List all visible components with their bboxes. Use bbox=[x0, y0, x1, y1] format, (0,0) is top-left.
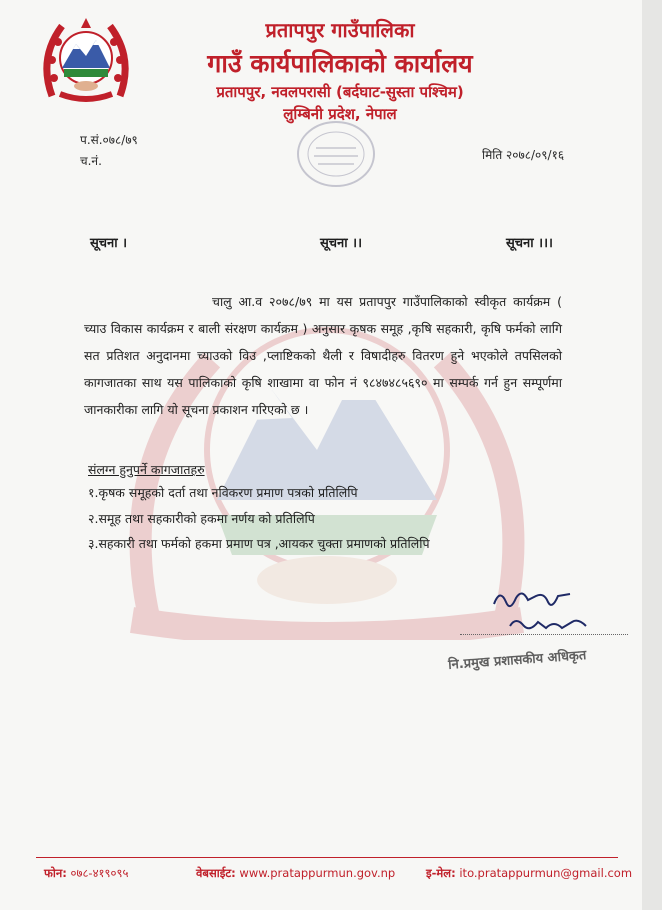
nepal-emblem-logo bbox=[40, 12, 132, 108]
office-title: गाउँ कार्यपालिकाको कार्यालय bbox=[207, 49, 473, 78]
office-address: प्रतापपुर, नवलपरासी (बर्दघाट-सुस्ता पश्चिम) bbox=[216, 83, 464, 101]
phone-number: ०७८-४१९०९५ bbox=[70, 866, 129, 880]
footer-divider bbox=[36, 857, 618, 858]
footer-phone bbox=[44, 866, 128, 881]
footer-website bbox=[196, 866, 395, 881]
attachment-item: २.समूह तथा सहकारीको हकमा नर्णय को प्रतिलिपि bbox=[88, 511, 315, 526]
reference-number: प.सं.०७८/७९ bbox=[80, 133, 138, 147]
email-label: इ-मेल: bbox=[426, 866, 456, 880]
attachments-heading: संलग्न हुनुपर्ने कागजातहरु bbox=[88, 462, 205, 477]
letter-date: मिति २०७८/०९/१६ bbox=[482, 148, 565, 162]
municipality-name: प्रतापपुर गाउँपालिका bbox=[265, 18, 415, 42]
dispatch-number: च.नं. bbox=[80, 154, 102, 168]
footer-email bbox=[426, 866, 632, 881]
website-url: www.pratappurmun.gov.np bbox=[239, 866, 396, 880]
website-label: वेबसाईट: bbox=[196, 866, 236, 880]
handwritten-signature bbox=[486, 584, 596, 640]
notice-heading-1: सूचना । bbox=[90, 236, 128, 251]
province-country: लुम्बिनी प्रदेश, नेपाल bbox=[283, 105, 397, 123]
email-address: ito.pratappurmun@gmail.com bbox=[459, 866, 633, 880]
phone-label: फोन: bbox=[44, 866, 67, 880]
notice-body: चालु आ.व २०७८/७९ मा यस प्रतापपुर गाउँपालिकाको स्वीकृत कार्यक्रम ( च्याउ विकास कार्यक्रम र बाली संरक्षण कार्यक्रम ) अनुसार कृषक समूह ,कृषि सहकारी, कृषि फर्मको लागि सत प्रतिशत अनुदानमा च्याउको विउ ,प्लाष्टिकको थैली र विषादीहरु वितरण हुने भएकोले तपसिलको कागजातका साथ यस पालिकाको कृषि शाखामा वा फोन नं ९८४७४८५६९० मा सम्पर्क गर्न हुन सम्पूर्णमा जानकारीका लागि यो सूचना प्रकाशन गरिएको छ । bbox=[84, 294, 562, 417]
attachment-item: ३.सहकारी तथा फर्मको हकमा प्रमाण पत्र ,आयकर चुक्ता प्रमाणको प्रतिलिपि bbox=[88, 536, 430, 551]
office-stamp bbox=[294, 118, 378, 190]
signature-line bbox=[460, 634, 628, 635]
signer-designation: नि.प्रमुख प्रशासकीय अधिकृत bbox=[447, 648, 587, 673]
attachment-item: १.कृषक समूहको दर्ता तथा नविकरण प्रमाण पत्रको प्रतिलिपि bbox=[88, 485, 358, 500]
notice-heading-2: सूचना ।। bbox=[320, 236, 363, 251]
scan-edge bbox=[642, 0, 662, 910]
notice-heading-3: सूचना ।।। bbox=[506, 236, 553, 251]
